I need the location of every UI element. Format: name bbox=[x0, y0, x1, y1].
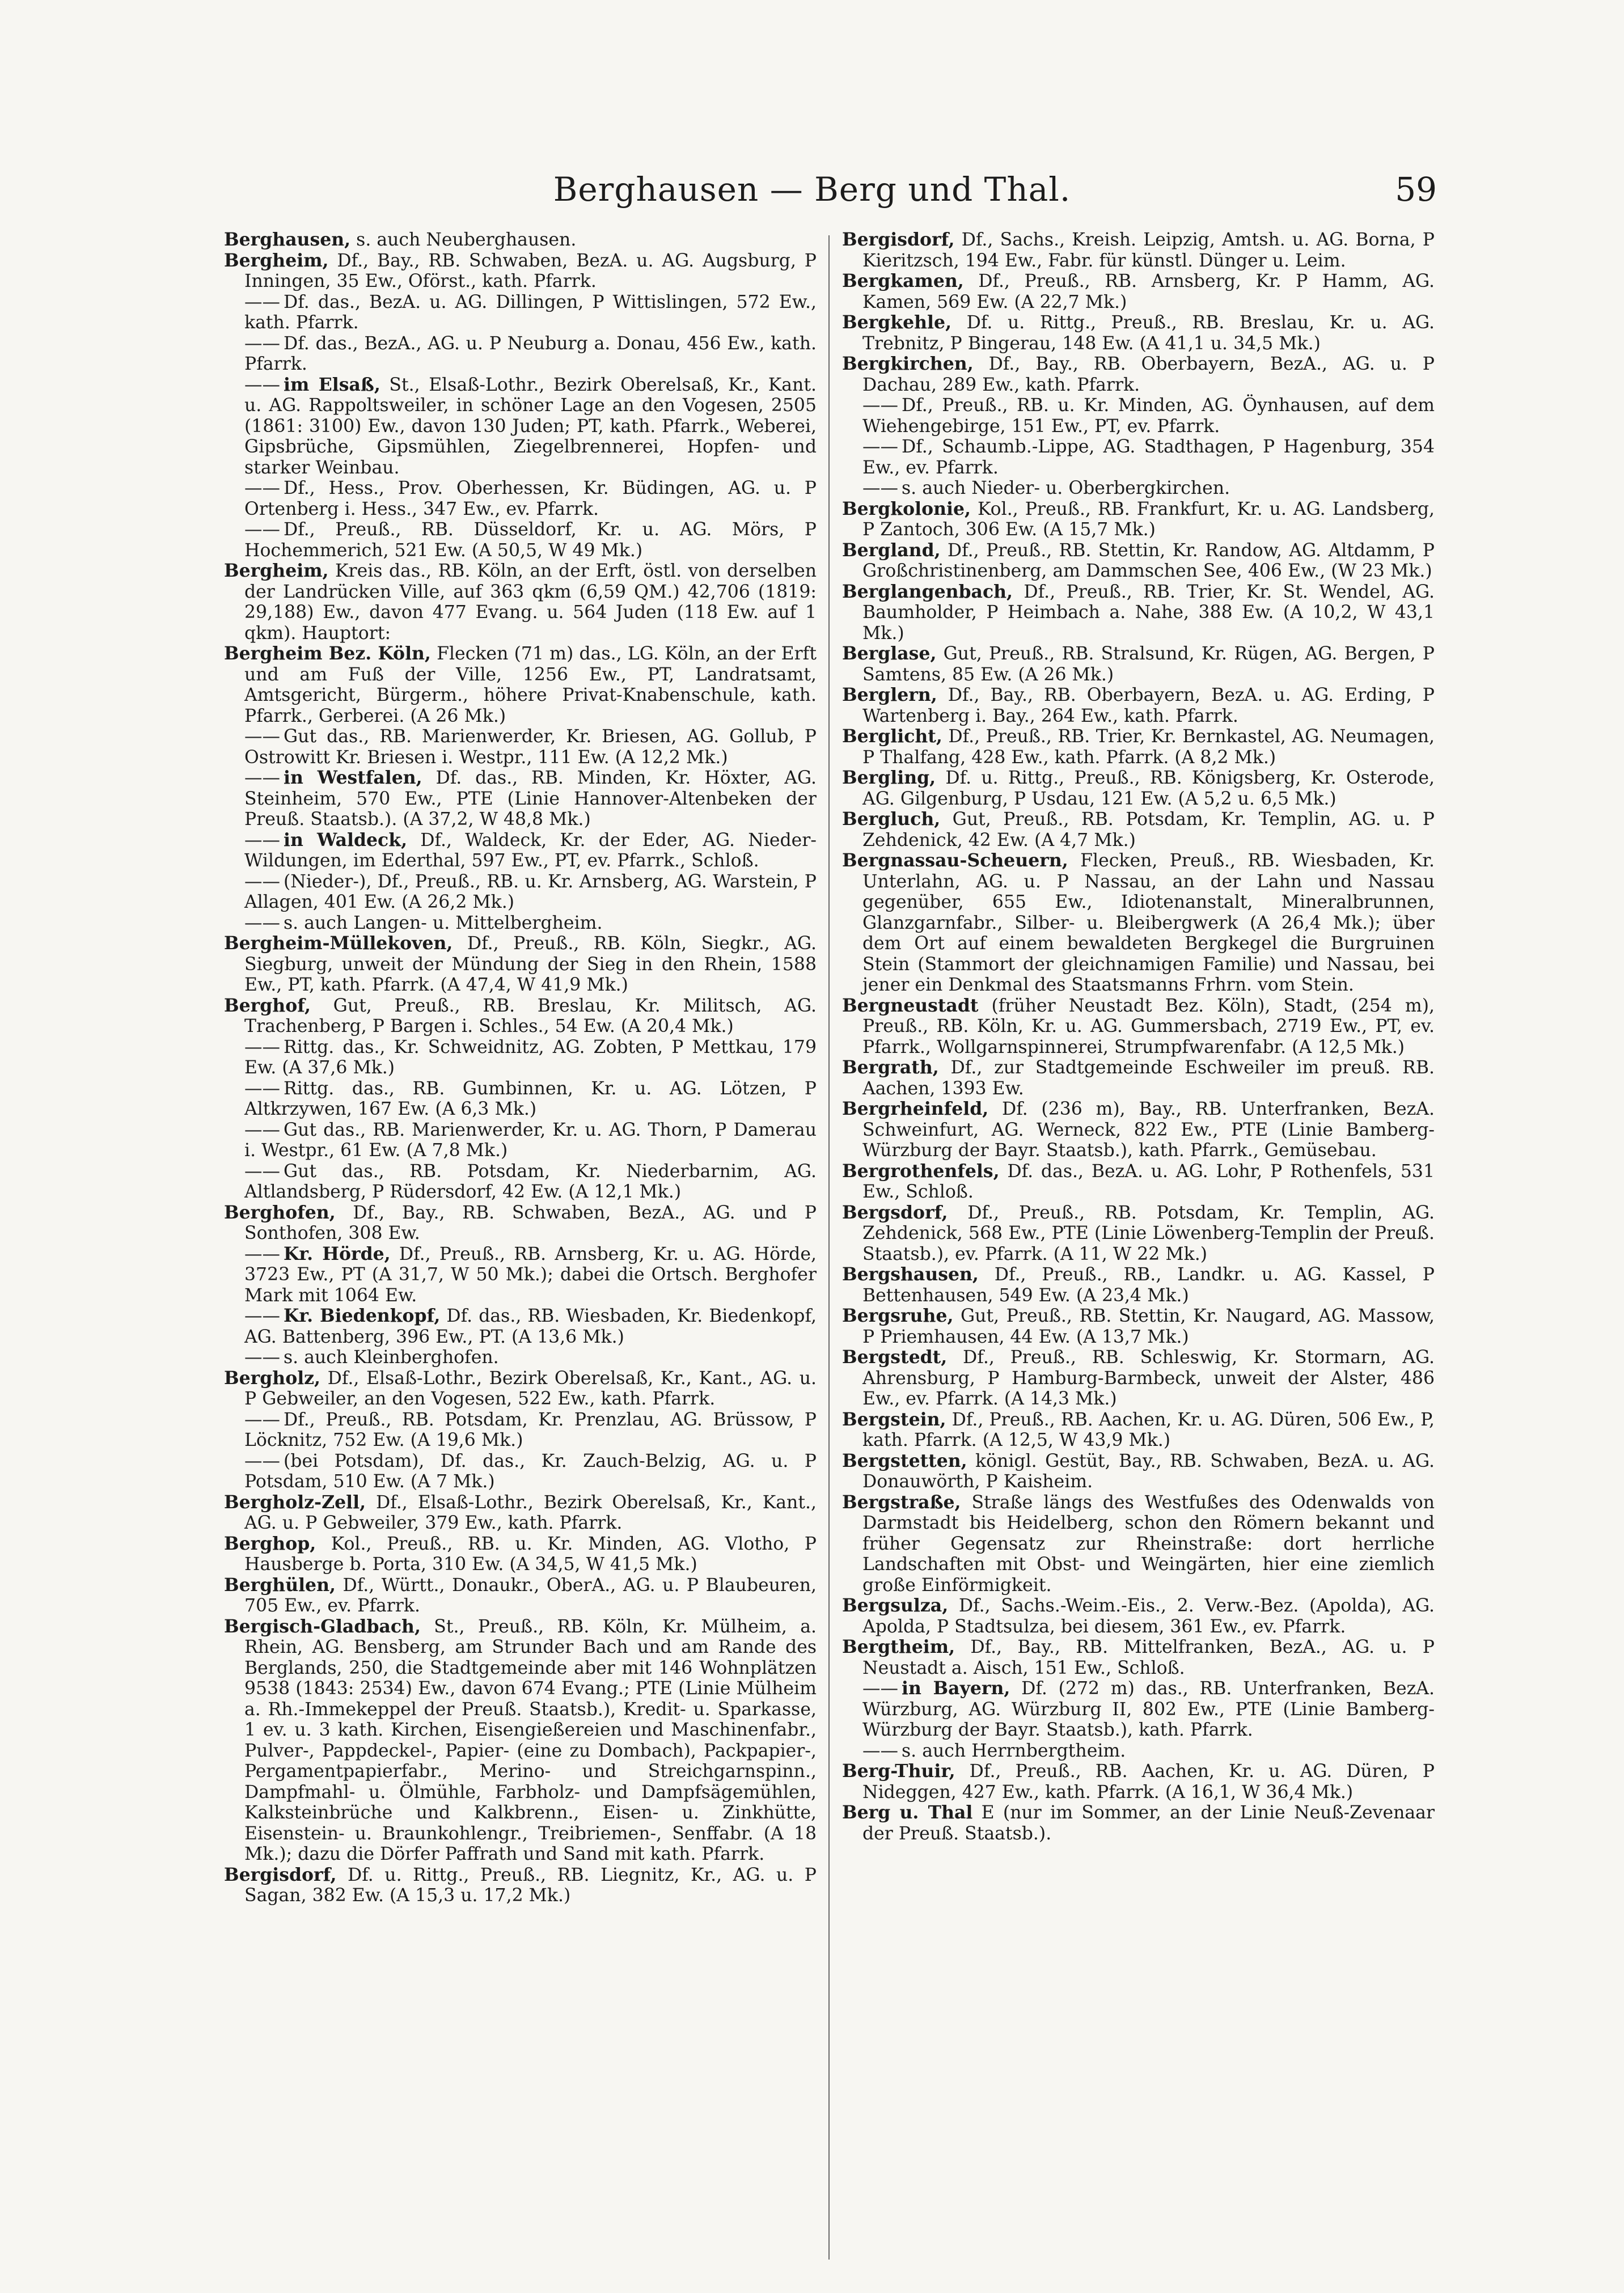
page-header bbox=[0, 170, 1624, 221]
entry-text: Df., Schaumb.-Lippe, AG. Stadthagen, P Hagenburg, 354 Ew., ev. Pfarrk. bbox=[862, 437, 1435, 478]
column-divider bbox=[828, 235, 830, 2260]
entry-headword: Bergrheinfeld, bbox=[842, 1098, 989, 1119]
dictionary-entry bbox=[224, 1451, 817, 1492]
entry-text: Df. das., BezA., AG. u. P Neuburg a. Donau, 456 Ew., kath. Pfarrk. bbox=[244, 333, 817, 374]
dictionary-entry bbox=[224, 1575, 817, 1617]
entry-text: Rittg. das., Kr. Schweidnitz, AG. Zobten, P Mettkau, 179 Ew. (A 37,6 Mk.) bbox=[244, 1036, 817, 1078]
entry-headword: Bergholz, bbox=[224, 1367, 321, 1389]
entry-headword: Bergneustadt bbox=[842, 995, 979, 1016]
entry-text: Df. das., BezA. u. AG. Lohr, P Rothenfels, 531 Ew., Schloß. bbox=[862, 1161, 1435, 1202]
entry-text: Df., Sachs., Kreish. Leipzig, Amtsh. u. AG. Borna, P Kieritzsch, 194 Ew., Fabr. für künstl. Dünger u. Leim. bbox=[862, 230, 1435, 271]
dictionary-entry bbox=[224, 230, 817, 251]
entry-text: Gut, Preuß., RB. Potsdam, Kr. Templin, AG. u. P Zehdenick, 42 Ew. (A 4,7 Mk.) bbox=[862, 809, 1435, 851]
entry-text: E (nur im Sommer, an der Linie Neuß-Zevenaar der Preuß. Staatsb.). bbox=[862, 1803, 1435, 1844]
entry-text: Df., Sachs.-Weim.-Eis., 2. Verw.-Bez. (Apolda), AG. Apolda, P Stadtsulza, bei diesem, 361 Ew., ev. Pfarrk. bbox=[862, 1596, 1435, 1637]
entry-headword: in Bayern, bbox=[902, 1678, 1010, 1699]
entry-text: s. auch Neuberghausen. bbox=[356, 230, 577, 250]
entry-headword: Bergnassau-Scheuern, bbox=[842, 850, 1068, 871]
dictionary-entry bbox=[842, 540, 1435, 582]
dictionary-entry bbox=[842, 1803, 1435, 1844]
entry-headword: Bergstraße, bbox=[842, 1491, 961, 1513]
dictionary-entry bbox=[842, 499, 1435, 540]
entry-headword: Bergheim, bbox=[224, 560, 329, 581]
dictionary-entry bbox=[224, 726, 817, 768]
dictionary-entry bbox=[842, 478, 1435, 499]
entry-headword: in Waldeck, bbox=[284, 829, 408, 851]
entry-text: Df., zur Stadtgemeinde Eschweiler im preuß. RB. Aachen, 1393 Ew. bbox=[862, 1057, 1435, 1099]
entry-headword: Bergisch-Gladbach, bbox=[224, 1615, 421, 1637]
entry-headword: Berglangenbach, bbox=[842, 581, 1013, 602]
entry-text: Flecken (71 m) das., LG. Köln, an der Erft und am Fuß der Ville, 1256 Ew., PT, Landratsamt, Amtsgericht, Bürgerm., höhere Privat-Knabenschule, kath. Pfarrk., Gerberei. (A 26 Mk.) bbox=[244, 644, 817, 726]
entry-text: (Nieder-), Df., Preuß., RB. u. Kr. Arnsberg, AG. Warstein, P Allagen, 401 Ew. (A 26,2 Mk.) bbox=[244, 871, 817, 912]
dictionary-entry bbox=[224, 768, 817, 830]
entry-headword: Berghausen, bbox=[224, 229, 351, 250]
entry-headword: Bergholz-Zell, bbox=[224, 1491, 366, 1513]
dictionary-entry bbox=[224, 251, 817, 292]
dictionary-entry bbox=[224, 933, 817, 996]
entry-text: Df., Preuß., RB. Trier, Kr. St. Wendel, AG. Baumholder, P Heimbach a. Nahe, 388 Ew. (A 10,2, W 43,1 Mk.) bbox=[862, 581, 1435, 644]
entry-text: Gut das., RB. Marienwerder, Kr. Briesen, AG. Gollub, P Ostrowitt Kr. Briesen i. Westpr., 111 Ew. (A 12,2 Mk.) bbox=[244, 726, 817, 768]
entry-headword: Bergrath, bbox=[842, 1057, 939, 1078]
entry-text: Df. u. Rittg., Preuß., RB. Königsberg, Kr. Osterode, AG. Gilgenburg, P Usdau, 121 Ew. (A 5,2 u. 6,5 Mk.) bbox=[862, 768, 1435, 809]
entry-text: Df., Preuß., RB. Aachen, Kr. u. AG. Düren, P Nideggen, 427 Ew., kath. Pfarrk. (A 16,1, W 36,4 Mk.) bbox=[862, 1761, 1435, 1803]
dictionary-entry bbox=[842, 644, 1435, 685]
entry-text: Df., Preuß., RB. Potsdam, Kr. Prenzlau, AG. Brüssow, P Löcknitz, 752 Ew. (A 19,6 Mk.) bbox=[244, 1409, 817, 1450]
dictionary-entry bbox=[224, 1120, 817, 1161]
text-columns bbox=[224, 230, 1435, 2260]
entry-headword: Bergstetten, bbox=[842, 1450, 967, 1471]
entry-headword: Berg u. Thal bbox=[842, 1802, 973, 1823]
entry-text: Df. (236 m), Bay., RB. Unterfranken, BezA. Schweinfurt, AG. Werneck, 822 Ew., PTE (Linie Bamberg-Würzburg der Bayr. Staatsb.), kath. Pfarrk., Gemüsebau. bbox=[862, 1099, 1435, 1161]
entry-headword: Bergshausen, bbox=[842, 1264, 979, 1285]
entry-headword: Bergisdorf, bbox=[842, 229, 955, 250]
entry-text: Df., Bay., RB. Schwaben, BezA. u. AG. Augsburg, P Inningen, 35 Ew., Oförst., kath. Pfarrk. bbox=[244, 250, 817, 291]
dictionary-entry bbox=[842, 1741, 1435, 1762]
entry-headword: Bergheim Bez. Köln, bbox=[224, 643, 431, 664]
entry-headword: Berghofen, bbox=[224, 1202, 336, 1223]
entry-text: Gut, Preuß., RB. Stralsund, Kr. Rügen, AG. Bergen, P Samtens, 85 Ew. (A 26 Mk.) bbox=[862, 644, 1435, 685]
dictionary-entry bbox=[842, 726, 1435, 768]
dictionary-entry bbox=[224, 333, 817, 375]
entry-headword: Kr. Hörde, bbox=[284, 1243, 391, 1264]
entry-headword: Bergisdorf, bbox=[224, 1864, 337, 1885]
entry-headword: Bergstein, bbox=[842, 1408, 946, 1430]
entry-text: Kol., Preuß., RB. u. Kr. Minden, AG. Vlotho, P Hausberge b. Porta, 310 Ew. (A 34,5, W 41,5 Mk.) bbox=[244, 1533, 817, 1575]
dictionary-entry bbox=[224, 1492, 817, 1534]
dictionary-entry bbox=[224, 478, 817, 519]
dictionary-entry bbox=[224, 644, 817, 726]
entry-text: Df., Elsaß-Lothr., Bezirk Oberelsaß, Kr., Kant., AG. u. P Gebweiler, an den Vogesen, 522 Ew., kath. Pfarrk. bbox=[244, 1368, 817, 1409]
entry-headword: Bergtheim, bbox=[842, 1636, 955, 1657]
entry-text: Df., Preuß., RB. Düsseldorf, Kr. u. AG. Mörs, P Hochemmerich, 521 Ew. (A 50,5, W 49 Mk.) bbox=[244, 519, 817, 561]
entry-text: St., Preuß., RB. Köln, Kr. Mülheim, a. Rhein, AG. Bensberg, am Strunder Bach und am Rande des Berglands, 250, die Stadtgemeinde aber mit 146 Wohnplätzen 9538 (1843: 2534) Ew., davon 674 Evang.; PTE (Linie Mülheim a. Rh.-Immekeppel der Preuß. Staatsb.), Kredit- u. Sparkasse, 1 ev. u. 3 kath. Kirchen, Eisengießereien und Maschinenfabr., Pulver-, Pappdeckel-, Papier- (eine zu Dombach), Packpapier-, Pergamentpapierfabr., Merino- und Streichgarnspinn., Dampfmahl- u. Ölmühle, Farbholz- und Dampfsägemühlen, Kalksteinbrüche und Kalkbrenn., Eisen- u. Zinkhütte, Eisenstein- u. Braunkohlengr., Treibriemen-, Senffabr. (A 18 Mk.); dazu die Dörfer Paffrath und Sand mit kath. Pfarrk. bbox=[244, 1616, 817, 1864]
entry-headword: Berg-Thuir, bbox=[842, 1761, 955, 1782]
dictionary-entry bbox=[224, 1078, 817, 1120]
dictionary-entry bbox=[224, 561, 817, 644]
entry-text: Kreis das., RB. Köln, an der Erft, östl. von derselben der Landrücken Ville, auf 363 qkm (6,59 QM.) 42,706 (1819: 29,188) Ew., davon 477 Evang. u. 564 Juden (118 Ew. auf 1 qkm). Hauptort: bbox=[244, 561, 817, 644]
dictionary-entry bbox=[842, 809, 1435, 851]
dictionary-entry bbox=[842, 1057, 1435, 1099]
dictionary-entry bbox=[842, 582, 1435, 644]
dictionary-entry bbox=[224, 1368, 817, 1410]
entry-text: Flecken, Preuß., RB. Wiesbaden, Kr. Unterlahn, AG. u. P Nassau, an der Lahn und Nassau gegenüber, 655 Ew., Idiotenanstalt, Mineralbrunnen, Glanzgarnfabr., Silber- u. Bleibergwerk (A 26,4 Mk.); über dem Ort auf einem bewaldeten Bergkegel die Burgruinen Stein (Stammort der gleichnamigen Familie) und Nassau, bei jener ein Denkmal des Staatsmanns Frhrn. vom Stein. bbox=[862, 851, 1435, 995]
dictionary-entry bbox=[224, 1534, 817, 1575]
entry-headword: Bergheim, bbox=[224, 249, 329, 271]
entry-text: Df., Preuß., RB. Stettin, Kr. Randow, AG. Altdamm, P Großchristinenberg, am Dammschen See, 406 Ew., (W 23 Mk.) bbox=[862, 540, 1435, 581]
entry-text: Kol., Preuß., RB. Frankfurt, Kr. u. AG. Landsberg, P Zantoch, 306 Ew. (A 15,7 Mk.) bbox=[862, 498, 1435, 540]
left-column bbox=[224, 230, 817, 1906]
dictionary-entry bbox=[224, 1306, 817, 1347]
entry-headword: Bergling, bbox=[842, 767, 936, 788]
entry-text: Df., Preuß., RB. Arnsberg, Kr. u. AG. Hörde, 3723 Ew., PT (A 31,7, W 50 Mk.); dabei die Ortsch. Berghofer Mark mit 1064 Ew. bbox=[244, 1243, 817, 1306]
entry-headword: Berglicht, bbox=[842, 726, 942, 747]
dictionary-entry bbox=[842, 685, 1435, 726]
entry-text: Df. (272 m) das., RB. Unterfranken, BezA. Würzburg, AG. Würzburg II, 802 Ew., PTE (Linie Bamberg-Würzburg der Bayr. Staatsb.), kath. Pfarrk. bbox=[862, 1678, 1435, 1740]
entry-text: Df. das., RB. Wiesbaden, Kr. Biedenkopf, AG. Battenberg, 396 Ew., PT. (A 13,6 Mk.) bbox=[244, 1306, 817, 1347]
dictionary-entry bbox=[842, 1161, 1435, 1203]
entry-headword: Bergrothenfels, bbox=[842, 1160, 1000, 1182]
entry-text: Df., Elsaß-Lothr., Bezirk Oberelsaß, Kr., Kant., AG. u. P Gebweiler, 379 Ew., kath. Pfarrk. bbox=[244, 1492, 817, 1533]
entry-headword: Bergluch, bbox=[842, 809, 941, 830]
entry-text: s. auch Kleinberghofen. bbox=[284, 1347, 499, 1368]
entry-headword: Berghop, bbox=[224, 1533, 316, 1554]
entry-text: (früher Neustadt Bez. Köln), Stadt, (254 m), Preuß., RB. Köln, Kr. u. AG. Gummersbach, 2719 Ew., PT, ev. Pfarrk., Wollgarnspinnerei, Strumpfwarenfabr. (A 12,5 Mk.) bbox=[862, 995, 1435, 1057]
entry-text: Df. u. Rittg., Preuß., RB. Breslau, Kr. u. AG. Trebnitz, P Bingerau, 148 Ew. (A 41,1 u. 34,5 Mk.) bbox=[862, 312, 1435, 354]
entry-text: Df., Bay., RB. Schwaben, BezA., AG. und P Sonthofen, 308 Ew. bbox=[244, 1202, 817, 1243]
entry-text: Df. u. Rittg., Preuß., RB. Liegnitz, Kr., AG. u. P Sagan, 382 Ew. (A 15,3 u. 17,2 Mk.) bbox=[244, 1864, 817, 1906]
entry-text: Df., Bay., RB. Oberbayern, BezA. u. AG. Erding, P Wartenberg i. Bay., 264 Ew., kath. Pfarrk. bbox=[862, 685, 1435, 726]
entry-headword: im Elsaß, bbox=[284, 374, 380, 395]
dictionary-entry bbox=[842, 1203, 1435, 1265]
dictionary-entry bbox=[224, 1037, 817, 1078]
dictionary-entry bbox=[842, 1264, 1435, 1306]
dictionary-entry bbox=[224, 1347, 817, 1368]
dictionary-entry bbox=[842, 1678, 1435, 1741]
dictionary-entry bbox=[842, 354, 1435, 395]
entry-text: Df. das., RB. Minden, Kr. Höxter, AG. Steinheim, 570 Ew., PTE (Linie Hannover-Altenbeken der Preuß. Staatsb.). (A 37,2, W 48,8 Mk.) bbox=[244, 768, 817, 830]
dictionary-entry bbox=[224, 292, 817, 333]
entry-headword: in Westfalen, bbox=[284, 767, 422, 788]
entry-text: Df., Bay., RB. Oberbayern, BezA., AG. u. P Dachau, 289 Ew., kath. Pfarrk. bbox=[862, 354, 1435, 395]
right-column bbox=[842, 230, 1435, 1844]
dictionary-entry bbox=[842, 851, 1435, 996]
entry-text: (bei Potsdam), Df. das., Kr. Zauch-Belzig, AG. u. P Potsdam, 510 Ew. (A 7 Mk.) bbox=[244, 1450, 817, 1492]
dictionary-entry bbox=[842, 1306, 1435, 1347]
entry-text: Df., Bay., RB. Mittelfranken, BezA., AG. u. P Neustadt a. Aisch, 151 Ew., Schloß. bbox=[862, 1637, 1435, 1678]
dictionary-entry bbox=[842, 230, 1435, 271]
dictionary-entry bbox=[224, 1203, 817, 1244]
entry-text: s. auch Herrnbergtheim. bbox=[902, 1740, 1126, 1761]
entry-headword: Berglern, bbox=[842, 684, 937, 705]
entry-text: Rittg. das., RB. Gumbinnen, Kr. u. AG. Lötzen, P Altkrzywen, 167 Ew. (A 6,3 Mk.) bbox=[244, 1078, 817, 1119]
entry-headword: Bergstedt, bbox=[842, 1347, 948, 1368]
entry-headword: Bergkehle, bbox=[842, 312, 952, 333]
entry-text: Straße längs des Westfußes des Odenwalds von Darmstadt bis Heidelberg, schon den Römern bekannt und früher Gegensatz zur Rheinstraße: dort herrliche Landschaften mit Obst- und Weingärten, hier eine ziemlich große Einförmigkeit. bbox=[862, 1492, 1435, 1596]
entry-text: Df., Waldeck, Kr. der Eder, AG. Nieder-Wildungen, im Ederthal, 597 Ew., PT, ev. Pfarrk., Schloß. bbox=[244, 830, 817, 871]
entry-headword: Bergsdorf, bbox=[842, 1202, 948, 1223]
entry-headword: Bergheim-Müllekoven, bbox=[224, 933, 453, 954]
running-title: Berghausen — Berg und Thal. bbox=[553, 170, 1071, 209]
entry-text: s. auch Langen- u. Mittelbergheim. bbox=[284, 912, 603, 933]
entry-text: Df., Preuß., RB. u. Kr. Minden, AG. Öynhausen, auf dem Wiehengebirge, 151 Ew., PT, ev. Pfarrk. bbox=[862, 395, 1435, 437]
entry-text: St., Elsaß-Lothr., Bezirk Oberelsaß, Kr., Kant. u. AG. Rappoltsweiler, in schöner Lage an den Vogesen, 2505 (1861: 3100) Ew., davon 130 Juden; PT, kath. Pfarrk., Weberei, Gipsbrüche, Gipsmühlen, Ziegelbrennerei, Hopfen- und starker Weinbau. bbox=[244, 374, 817, 478]
dictionary-entry bbox=[224, 996, 817, 1037]
dictionary-entry bbox=[842, 1410, 1435, 1451]
dictionary-entry bbox=[842, 768, 1435, 809]
dictionary-entry bbox=[842, 1761, 1435, 1803]
entry-text: Df., Preuß., RB. Schleswig, Kr. Stormarn, AG. Ahrensburg, P Hamburg-Barmbeck, unweit der Alster, 486 Ew., ev. Pfarrk. (A 14,3 Mk.) bbox=[862, 1347, 1435, 1409]
entry-text: Gut das., RB. Potsdam, Kr. Niederbarnim, AG. Altlandsberg, P Rüdersdorf, 42 Ew. (A 12,1 Mk.) bbox=[244, 1161, 817, 1202]
entry-headword: Bergkirchen, bbox=[842, 353, 974, 374]
entry-headword: Bergsulza, bbox=[842, 1595, 949, 1616]
entry-text: Df., Preuß., RB., Landkr. u. AG. Kassel, P Bettenhausen, 549 Ew. (A 23,4 Mk.) bbox=[862, 1264, 1435, 1306]
dictionary-entry bbox=[224, 1865, 817, 1906]
dictionary-entry bbox=[224, 1617, 817, 1865]
entry-text: königl. Gestüt, Bay., RB. Schwaben, BezA. u. AG. Donauwörth, P Kaisheim. bbox=[862, 1450, 1435, 1492]
entry-text: Df., Preuß., RB. Arnsberg, Kr. P Hamm, AG. Kamen, 569 Ew. (A 22,7 Mk.) bbox=[862, 271, 1435, 312]
dictionary-entry bbox=[842, 996, 1435, 1058]
dictionary-entry bbox=[224, 913, 817, 934]
dictionary-entry bbox=[842, 312, 1435, 354]
dictionary-entry bbox=[842, 1596, 1435, 1637]
dictionary-entry bbox=[224, 1161, 817, 1203]
dictionary-entry bbox=[224, 375, 817, 479]
entry-headword: Bergsruhe, bbox=[842, 1305, 954, 1326]
entry-text: Df., Württ., Donaukr., OberA., AG. u. P Blaubeuren, 705 Ew., ev. Pfarrk. bbox=[244, 1575, 817, 1616]
dictionary-entry bbox=[224, 1410, 817, 1451]
page-number: 59 bbox=[1395, 170, 1437, 209]
entry-headword: Berghülen, bbox=[224, 1574, 336, 1596]
entry-text: Df., Preuß., RB. Aachen, Kr. u. AG. Düren, 506 Ew., P, kath. Pfarrk. (A 12,5, W 43,9 Mk.) bbox=[862, 1409, 1435, 1450]
entry-text: Gut, Preuß., RB. Stettin, Kr. Naugard, AG. Massow, P Priemhausen, 44 Ew. (A 13,7 Mk.) bbox=[862, 1306, 1435, 1347]
entry-headword: Berglase, bbox=[842, 643, 937, 664]
entry-headword: Bergkolonie, bbox=[842, 498, 971, 519]
dictionary-entry bbox=[842, 1347, 1435, 1410]
entry-text: Df. das., BezA. u. AG. Dillingen, P Wittislingen, 572 Ew., kath. Pfarrk. bbox=[244, 291, 817, 333]
dictionary-entry bbox=[224, 830, 817, 871]
entry-text: Gut, Preuß., RB. Breslau, Kr. Militsch, AG. Trachenberg, P Bargen i. Schles., 54 Ew. (A 20,4 Mk.) bbox=[244, 995, 817, 1036]
entry-text: Df., Preuß., RB. Potsdam, Kr. Templin, AG. Zehdenick, 568 Ew., PTE (Linie Löwenberg-Templin der Preuß. Staatsb.), ev. Pfarrk. (A 11, W 22 Mk.) bbox=[862, 1202, 1435, 1264]
entry-text: Df., Preuß., RB. Köln, Siegkr., AG. Siegburg, unweit der Mündung der Sieg in den Rhein, 1588 Ew., PT, kath. Pfarrk. (A 47,4, W 41,9 Mk.) bbox=[244, 933, 817, 995]
entry-headword: Berghof, bbox=[224, 995, 311, 1016]
dictionary-entry bbox=[842, 395, 1435, 437]
dictionary-entry bbox=[842, 271, 1435, 312]
entry-text: Df., Hess., Prov. Oberhessen, Kr. Büdingen, AG. u. P Ortenberg i. Hess., 347 Ew., ev. Pfarrk. bbox=[244, 478, 817, 519]
entry-headword: Kr. Biedenkopf, bbox=[284, 1305, 441, 1326]
entry-text: s. auch Nieder- u. Oberbergkirchen. bbox=[902, 478, 1230, 498]
entry-text: Df., Preuß., RB. Trier, Kr. Bernkastel, AG. Neumagen, P Thalfang, 428 Ew., kath. Pfarrk. (A 8,2 Mk.) bbox=[862, 726, 1435, 768]
dictionary-entry bbox=[842, 1492, 1435, 1596]
dictionary-entry bbox=[842, 1637, 1435, 1678]
dictionary-entry bbox=[842, 1099, 1435, 1161]
entry-text: Gut das., RB. Marienwerder, Kr. u. AG. Thorn, P Damerau i. Westpr., 61 Ew. (A 7,8 Mk.) bbox=[244, 1119, 817, 1161]
dictionary-entry bbox=[224, 1244, 817, 1306]
dictionary-entry bbox=[842, 437, 1435, 478]
dictionary-entry bbox=[224, 519, 817, 561]
entry-headword: Bergkamen, bbox=[842, 270, 964, 291]
entry-headword: Bergland, bbox=[842, 539, 941, 561]
dictionary-entry bbox=[842, 1451, 1435, 1492]
dictionary-entry bbox=[224, 871, 817, 913]
